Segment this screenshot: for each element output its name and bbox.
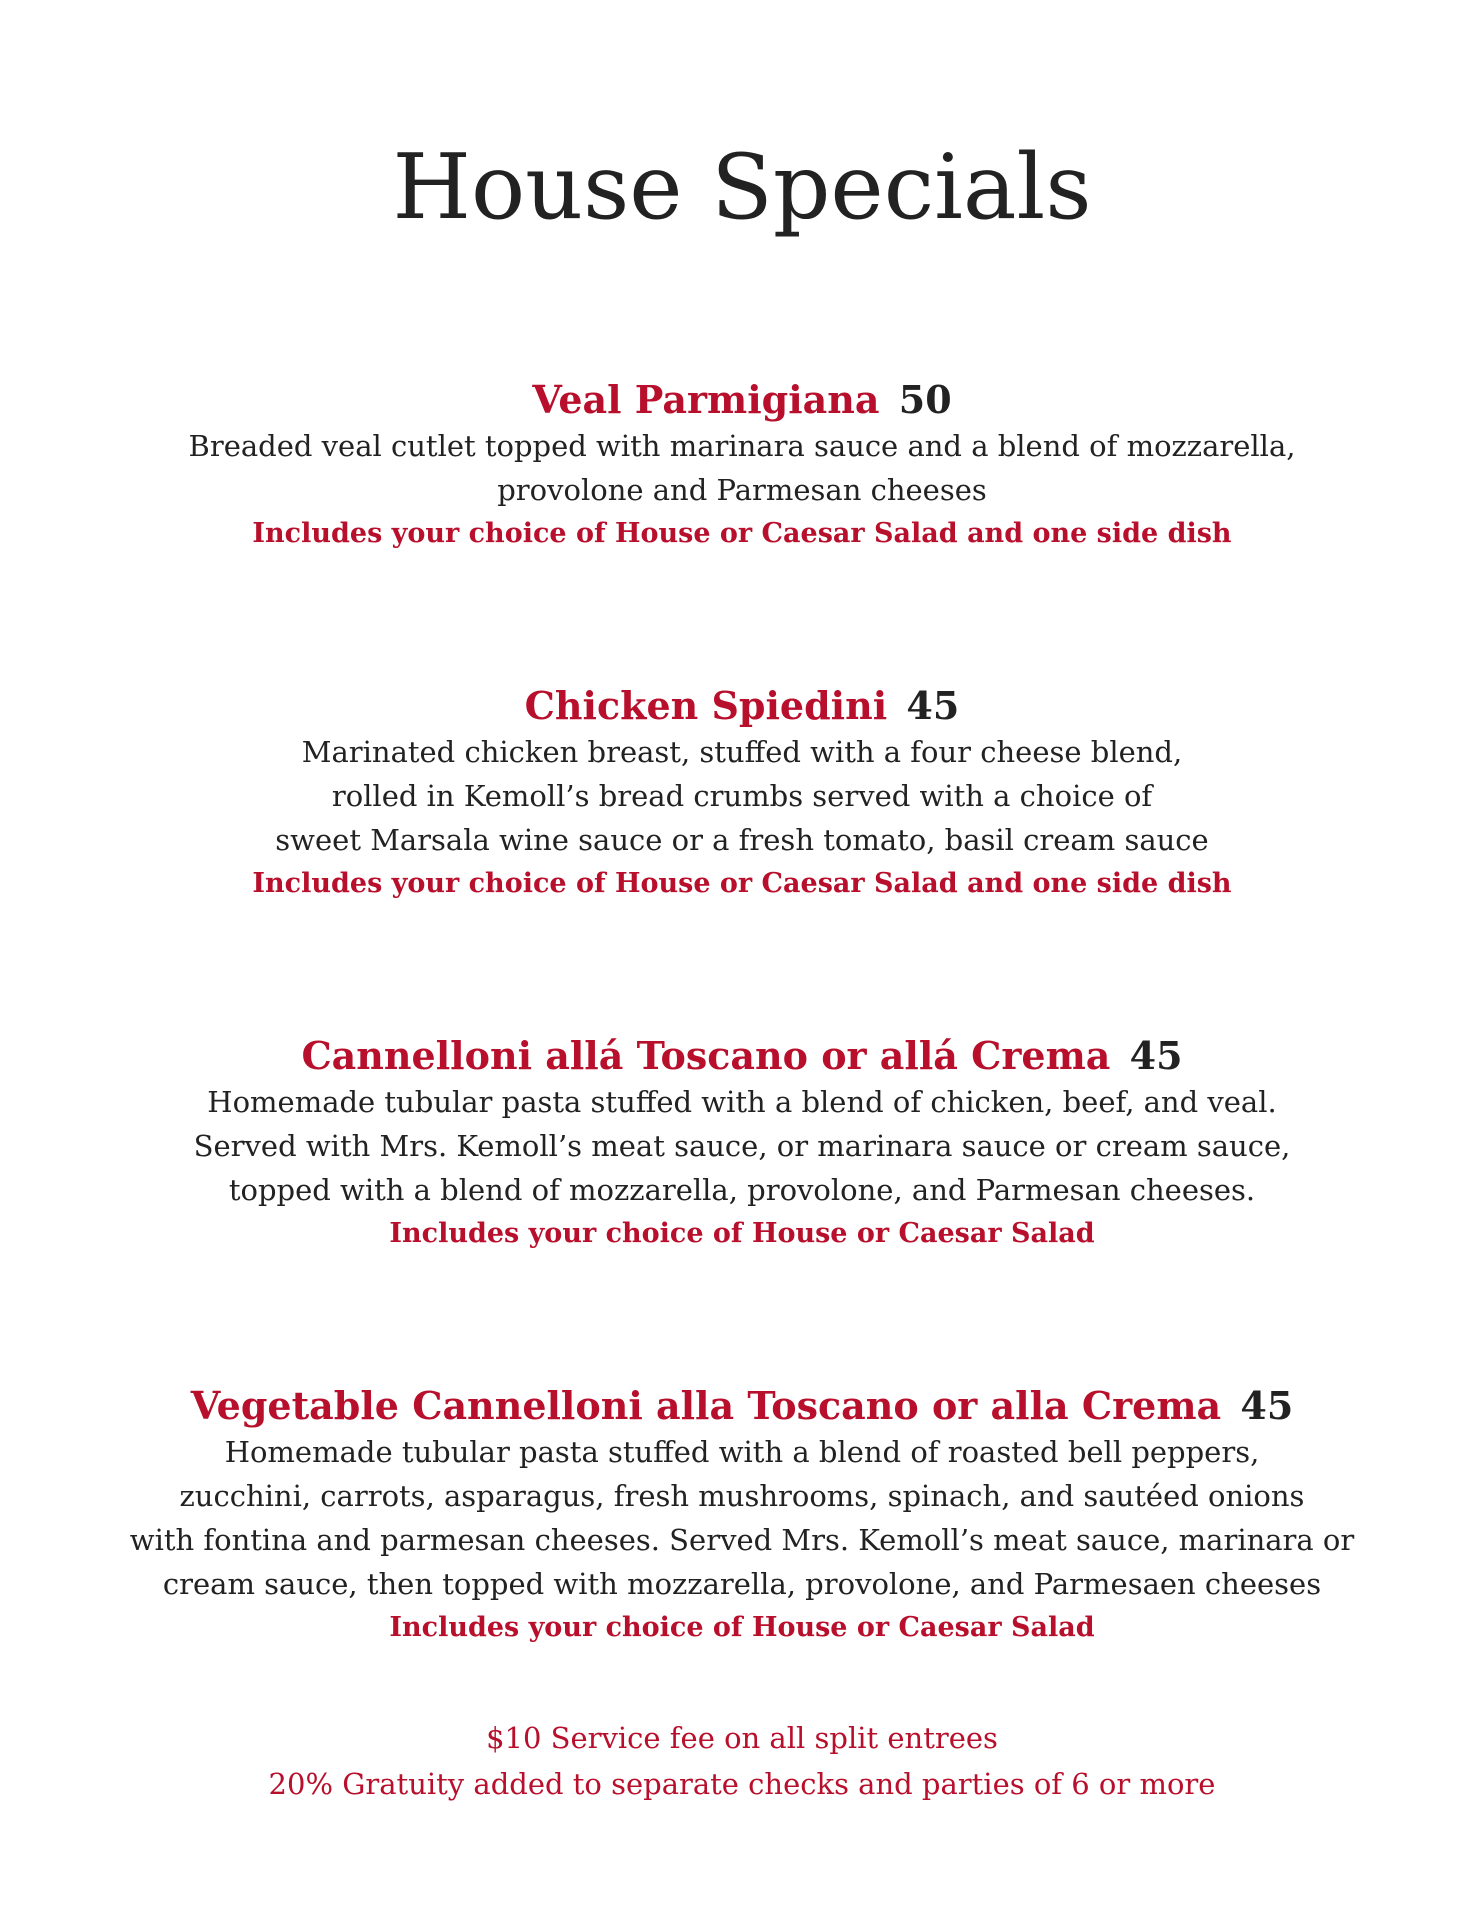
menu-item-description-line: Marinated chicken breast, stuffed with a four cheese blend,: [301, 735, 1183, 769]
menu-item-description-line: Homemade tubular pasta stuffed with a blend of chicken, beef, and veal.: [207, 1085, 1277, 1119]
menu-item-heading: [0, 682, 1484, 730]
menu-item-heading: [0, 1032, 1484, 1080]
menu-item-name: Chicken Spiedini: [524, 683, 888, 728]
page-title: House Specials: [392, 135, 1092, 240]
menu-item-price: 50: [898, 377, 952, 422]
menu-item-price: 45: [1240, 1383, 1294, 1428]
menu-item-description-line: rolled in Kemoll’s bread crumbs served with a choice of: [331, 779, 1153, 813]
menu-item-veal-parmigiana: [0, 376, 1484, 556]
menu-footer: [0, 1715, 1484, 1807]
menu-item-heading: [0, 376, 1484, 424]
service-fee-note: $10 Service fee on all split entrees: [486, 1721, 998, 1755]
menu-item-description-line: topped with a blend of mozzarella, provolone, and Parmesan cheeses.: [228, 1173, 1256, 1207]
menu-item-vegetable-cannelloni: [0, 1382, 1484, 1650]
menu-item-cannelloni: [0, 1032, 1484, 1256]
menu-item-heading: [0, 1382, 1484, 1430]
menu-item-includes: Includes your choice of House or Caesar Salad: [389, 1612, 1095, 1643]
menu-item-description-line: cream sauce, then topped with mozzarella, provolone, and Parmesaen cheeses: [162, 1567, 1322, 1601]
menu-item-price: 45: [1129, 1033, 1183, 1078]
menu-item-name: Cannelloni allá Toscano or allá Crema: [301, 1033, 1111, 1078]
menu-item-description-line: Breaded veal cutlet topped with marinara sauce and a blend of mozzarella,: [188, 429, 1296, 463]
menu-item-description-line: with fontina and parmesan cheeses. Served Mrs. Kemoll’s meat sauce, marinara or: [129, 1523, 1355, 1557]
menu-item-description-line: Homemade tubular pasta stuffed with a blend of roasted bell peppers,: [224, 1435, 1260, 1469]
menu-item-description-line: sweet Marsala wine sauce or a fresh tomato, basil cream sauce: [275, 823, 1209, 857]
menu-item-chicken-spiedini: [0, 682, 1484, 906]
gratuity-note: 20% Gratuity added to separate checks and parties of 6 or more: [268, 1767, 1216, 1801]
menu-item-includes: Includes your choice of House or Caesar Salad: [389, 1218, 1095, 1249]
menu-item-includes: Includes your choice of House or Caesar Salad and one side dish: [252, 518, 1232, 549]
menu-item-description-line: Served with Mrs. Kemoll’s meat sauce, or marinara sauce or cream sauce,: [193, 1129, 1291, 1163]
menu-item-name: Veal Parmigiana: [532, 377, 880, 422]
menu-item-description-line: provolone and Parmesan cheeses: [497, 473, 987, 507]
menu-item-description-line: zucchini, carrots, asparagus, fresh mushrooms, spinach, and sautéed onions: [179, 1479, 1305, 1513]
menu-item-price: 45: [906, 683, 960, 728]
menu-item-includes: Includes your choice of House or Caesar Salad and one side dish: [252, 868, 1232, 899]
menu-item-name: Vegetable Cannelloni alla Toscano or alla Crema: [190, 1383, 1222, 1428]
